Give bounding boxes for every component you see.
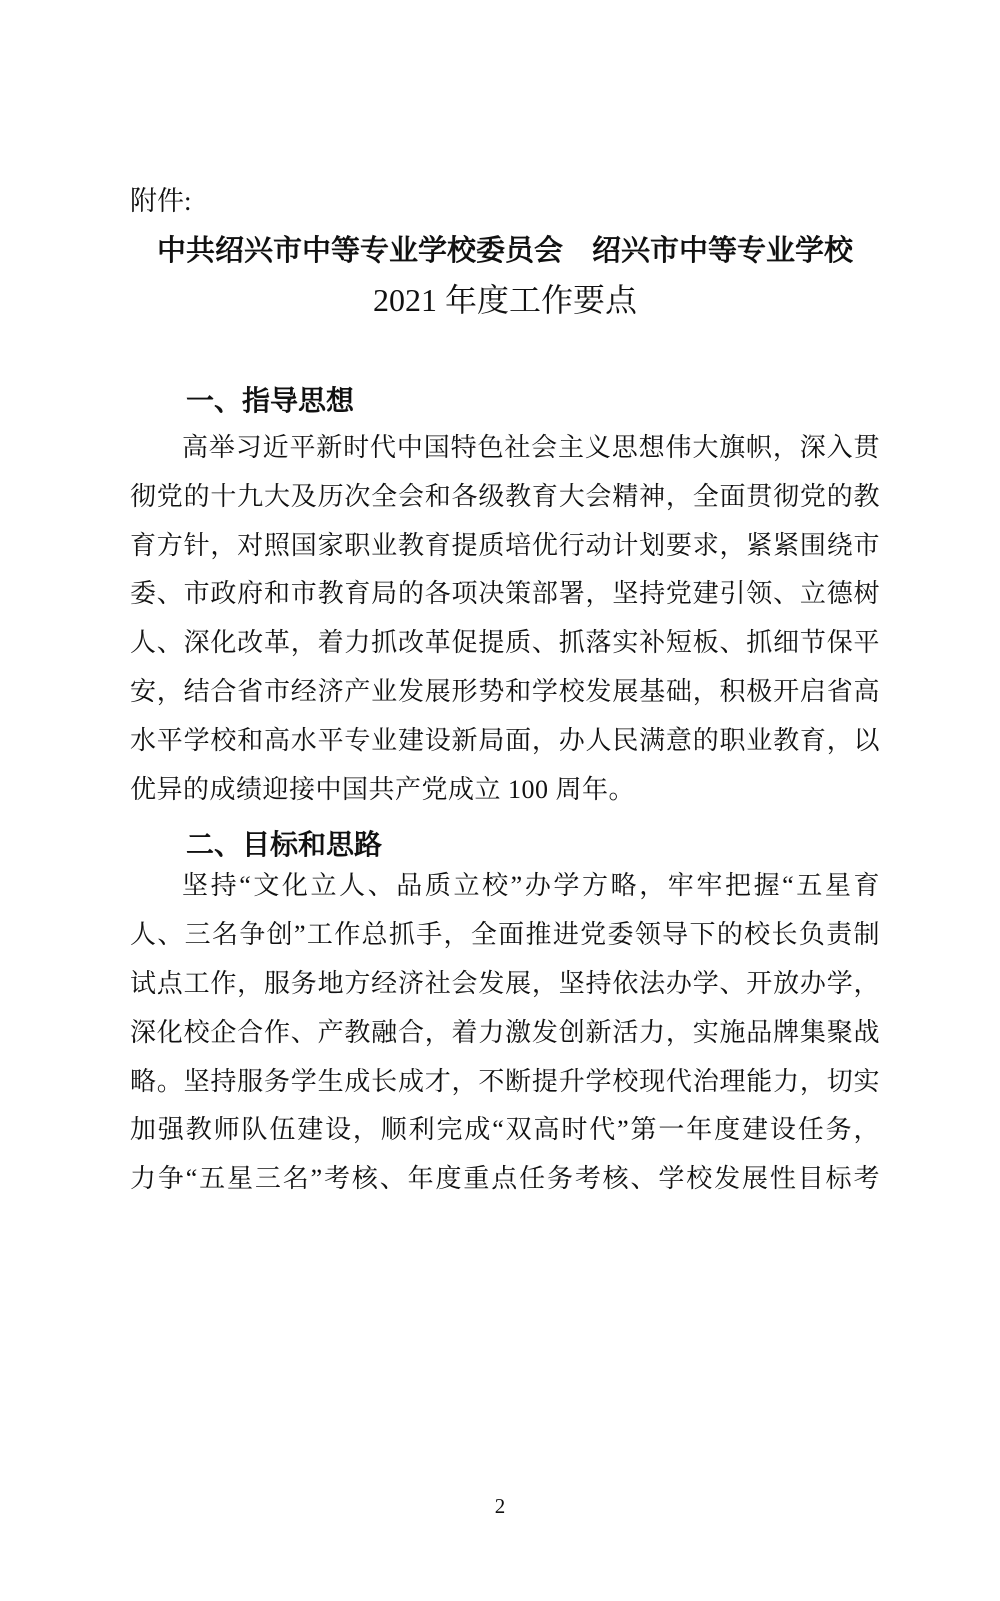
section-2-paragraph <box>130 862 880 1204</box>
paragraph-line: 略。坚持服务学生成长成才，不断提升学校现代治理能力，切实 <box>130 1066 880 1096</box>
paragraph-line: 人、三名争创”工作总抓手，全面推进党委领导下的校长负责制 <box>130 920 880 950</box>
paragraph-line: 高举习近平新时代中国特色社会主义思想伟大旗帜，深入贯 <box>182 433 880 462</box>
paragraph-line: 坚持“文化立人、品质立校”办学方略，牢牢把握“五星育 <box>182 871 880 901</box>
paragraph-line: 育方针，对照国家职业教育提质培优行动计划要求，紧紧围绕市 <box>130 530 880 560</box>
paragraph-line: 优异的成绩迎接中国共产党成立 100 周年。 <box>130 774 636 804</box>
paragraph-line: 彻党的十九大及历次全会和各级教育大会精神，全面贯彻党的教 <box>130 481 880 511</box>
document-page <box>0 186 1000 1601</box>
paragraph-line: 委、市政府和市教育局的各项决策部署，坚持党建引领、立德树 <box>130 579 880 609</box>
section-1-paragraph <box>130 424 880 814</box>
doc-title-line2: 2021 年度工作要点 <box>372 282 637 318</box>
paragraph-line: 加强教师队伍建设，顺利完成“双高时代”第一年度建设任务， <box>130 1115 880 1145</box>
paragraph-line: 人、深化改革，着力抓改革促提质、抓落实补短板、抓细节保平 <box>130 628 880 658</box>
section-2-heading: 二、目标和思路 <box>186 829 383 861</box>
page-content <box>0 186 1000 1204</box>
paragraph-line: 力争“五星三名”考核、年度重点任务考核、学校发展性目标考 <box>130 1164 880 1194</box>
paragraph-line: 深化校企合作、产教融合，着力激发创新活力，实施品牌集聚战 <box>130 1017 880 1047</box>
doc-title-line1: 中共绍兴市中等专业学校委员会 绍兴市中等专业学校 <box>156 235 853 267</box>
attachment-label: 附件: <box>130 186 192 216</box>
paragraph-line: 安，结合省市经济产业发展形势和学校发展基础，积极开启省高 <box>130 676 880 706</box>
paragraph-line: 试点工作，服务地方经济社会发展，坚持依法办学、开放办学， <box>130 968 880 998</box>
page-number: 2 <box>494 1494 506 1518</box>
section-1-heading: 一、指导思想 <box>186 385 355 416</box>
paragraph-line: 水平学校和高水平专业建设新局面，办人民满意的职业教育，以 <box>130 725 880 755</box>
